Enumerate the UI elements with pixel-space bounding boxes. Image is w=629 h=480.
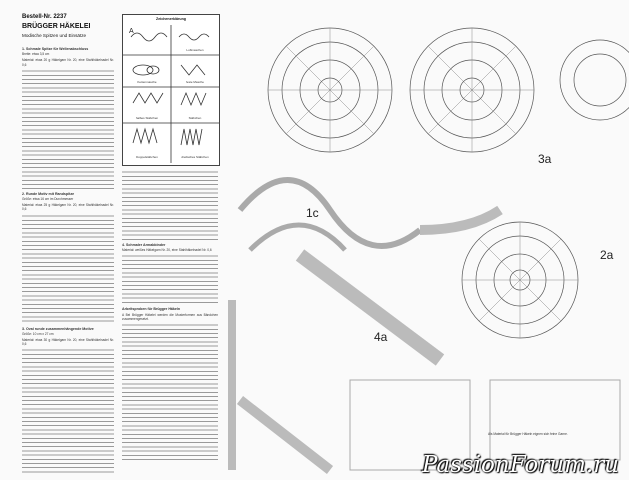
svg-text:A: A	[129, 28, 134, 35]
section-heading-5: Arbeitsproben für Brügger Häkeln	[122, 307, 181, 312]
section-line: Material: etwa 20 g Häkelgarn Nr. 20, eine Stahlhäkelnadel Nr. 0,6	[22, 58, 114, 67]
section-line: Größe: etwa 16 cm im Durchmesser	[22, 197, 74, 202]
section-heading-2: 2. Runde Motiv mit Randspitze	[22, 191, 75, 196]
figure-label-4a: 4a	[374, 330, 388, 344]
section-heading-1: 1. Schmale Spitze für Wellenabschluss	[22, 47, 89, 51]
symbol-legend	[122, 14, 220, 166]
legend-item-double: Stäbchen	[188, 116, 202, 120]
band-4a	[300, 255, 440, 360]
section-heading-4: 4. Schmaler Armabbinder	[122, 243, 166, 247]
photo-caption: Als Material für Brügger Häkeln eignen sich feine Garne.	[488, 432, 568, 436]
section-line: Material: weißes Häkelgarn Nr. 20, eine Stahlhäkelnadel Nr. 0,6	[122, 248, 212, 253]
section-line: Breite: etwa 3,5 cm	[22, 52, 50, 57]
instruction-text-block	[22, 214, 114, 324]
instruction-text-block	[122, 254, 218, 304]
legend-item-treble: Doppelstäbchen	[136, 155, 158, 159]
instructions-column-left	[22, 44, 114, 474]
figure-label-2a: 2a	[600, 248, 614, 262]
figure-label-3a: 3a	[538, 152, 552, 166]
motif-3a-left-rosette	[268, 28, 392, 152]
section-line: Material: etwa 25 g Häkelgarn Nr. 20, eine Stahlhäkelnadel Nr. 0,6	[22, 203, 114, 212]
page-title: BRÜGGER HÄKELEI	[22, 23, 91, 30]
legend-item-half-double: halbes Stäbchen	[135, 116, 159, 120]
section-line: Größe: 10 cm x 27 cm	[22, 331, 54, 336]
instruction-text-block	[122, 323, 218, 463]
watermark-logo: PassionForum.ru	[421, 452, 619, 478]
instructions-column-middle	[122, 170, 218, 470]
figure-label-1c: 1c	[306, 206, 319, 220]
legend-title: Zeichenerklärung	[156, 17, 186, 21]
section-line: A Bei Brügger Häkelei werden die Musterformen aus Bändchen zusammengesetzt.	[122, 312, 218, 321]
legend-item-slip-stitch: Kettenmasche	[137, 80, 157, 84]
instruction-text-block	[22, 69, 114, 189]
section-heading-3: 3. Oval runde zusammenhängende Motive	[22, 326, 94, 331]
motif-3a-right-rosette	[410, 28, 534, 152]
order-number: Bestell-Nr. 2237	[22, 14, 67, 20]
page-subtitle: Modische Spitzen und Einsätze	[22, 33, 87, 38]
instruction-text-block	[22, 348, 114, 474]
legend-item-chain: Luftmaschen	[186, 48, 204, 52]
motif-2a-round	[462, 222, 578, 338]
section-line: Material: etwa 30 g Häkelgarn Nr. 20, eine Stahlhäkelnadel Nr. 0,6	[22, 338, 114, 347]
instruction-text-block	[122, 170, 218, 240]
motif-3a-edge-circle	[560, 40, 629, 120]
legend-diagrams	[123, 15, 219, 165]
band-1c	[240, 180, 420, 246]
legend-item-double-treble: dreifaches Stäbchen	[181, 155, 209, 159]
legend-item-single-crochet: feste Masche	[186, 80, 204, 84]
